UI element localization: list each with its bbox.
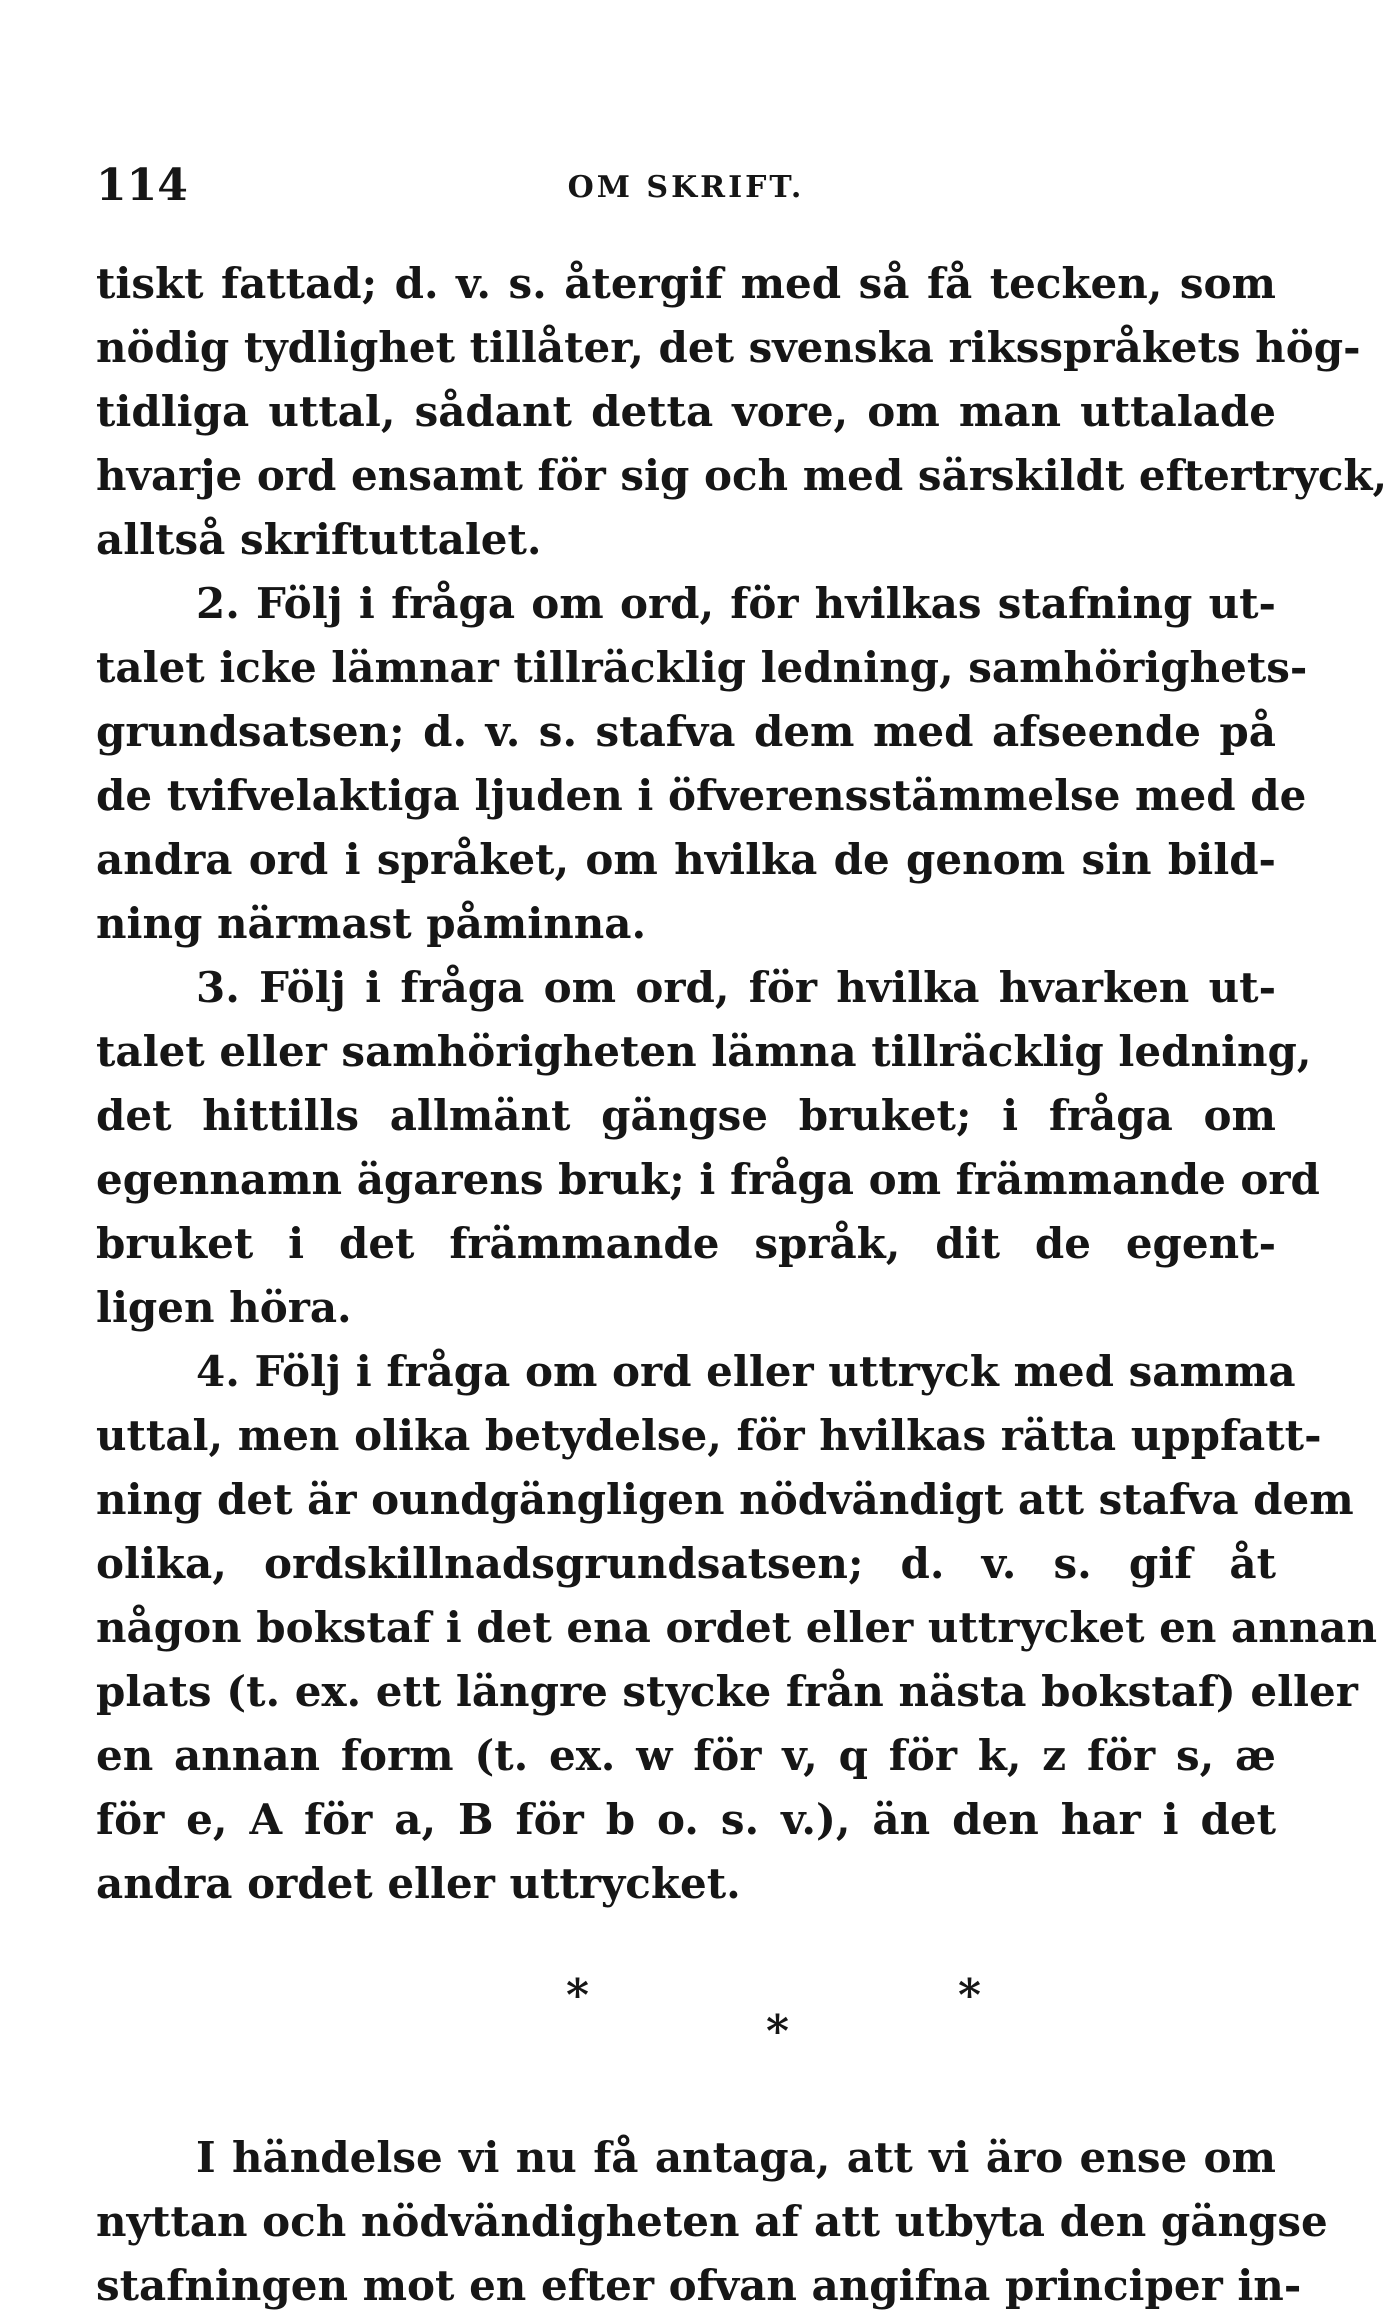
- paragraph-1: [96, 252, 1388, 572]
- text-line: talet eller samhörigheten lämna tillräcklig ledning,: [96, 1027, 1312, 1076]
- text-line: hvarje ord ensamt för sig och med särskildt eftertryck,: [96, 451, 1388, 500]
- body-text: [96, 252, 1388, 2318]
- text-line: andra ord i språket, om hvilka de genom sin bild-: [96, 835, 1276, 884]
- text-line: grundsatsen; d. v. s. stafva dem med afseende på: [96, 707, 1276, 756]
- text-line: nödig tydlighet tillåter, det svenska riksspråkets hög-: [96, 323, 1361, 372]
- text-line: en annan form (t. ex. w för v, q för k, z för s, æ: [96, 1731, 1276, 1780]
- text-line: ning närmast påminna.: [96, 899, 647, 948]
- separator-asterisk: *: [766, 2006, 790, 2057]
- text-line: nyttan och nödvändigheten af att utbyta den gängse: [96, 2197, 1328, 2246]
- text-line: egennamn ägarens bruk; i fråga om främmande ord: [96, 1155, 1320, 1204]
- text-line: uttal, men olika betydelse, för hvilkas rätta uppfatt-: [96, 1411, 1322, 1460]
- text-line: ligen höra.: [96, 1283, 352, 1332]
- text-line: ning det är oundgängligen nödvändigt att stafva dem: [96, 1475, 1354, 1524]
- text-line: 2. Följ i fråga om ord, för hvilkas stafning ut-: [196, 579, 1276, 628]
- text-line: för e, A för a, B för b o. s. v.), än den har i det: [96, 1795, 1276, 1844]
- paragraph-5: [96, 2126, 1328, 2318]
- text-line: de tvifvelaktiga ljuden i öfverensstämmelse med de: [96, 771, 1307, 820]
- text-line: talet icke lämnar tillräcklig ledning, samhörighets-: [96, 643, 1308, 692]
- text-line: alltså skriftuttalet.: [96, 515, 542, 564]
- text-line: bruket i det främmande språk, dit de egent-: [96, 1219, 1276, 1268]
- text-line: stafningen mot en efter ofvan angifna principer in-: [96, 2261, 1302, 2310]
- separator-asterisk: *: [958, 1970, 982, 2021]
- paragraph-3: [96, 956, 1320, 1340]
- text-line: tiskt fattad; d. v. s. återgif med så få tecken, som: [96, 259, 1276, 308]
- running-head: OM SKRIFT.: [567, 170, 805, 205]
- text-line: I händelse vi nu få antaga, att vi äro ense om: [196, 2133, 1276, 2182]
- page-header: [96, 160, 1276, 220]
- text-line: det hittills allmänt gängse bruket; i fråga om: [96, 1091, 1276, 1140]
- text-line: någon bokstaf i det ena ordet eller uttrycket en annan: [96, 1603, 1378, 1652]
- text-line: plats (t. ex. ett längre stycke från nästa bokstaf) eller: [96, 1667, 1358, 1716]
- text-line: 4. Följ i fråga om ord eller uttryck med samma: [196, 1347, 1296, 1396]
- text-line: olika, ordskillnadsgrundsatsen; d. v. s. gif åt: [96, 1539, 1276, 1588]
- text-line: tidliga uttal, sådant detta vore, om man uttalade: [96, 387, 1276, 436]
- paragraph-2: [96, 572, 1308, 956]
- page-number: 114: [96, 160, 188, 211]
- text-line: andra ordet eller uttrycket.: [96, 1859, 741, 1908]
- text-line: 3. Följ i fråga om ord, för hvilka hvarken ut-: [196, 963, 1276, 1012]
- separator-asterisk: *: [566, 1970, 590, 2021]
- paragraph-4: [96, 1340, 1378, 1916]
- section-separator: [96, 1946, 1276, 2116]
